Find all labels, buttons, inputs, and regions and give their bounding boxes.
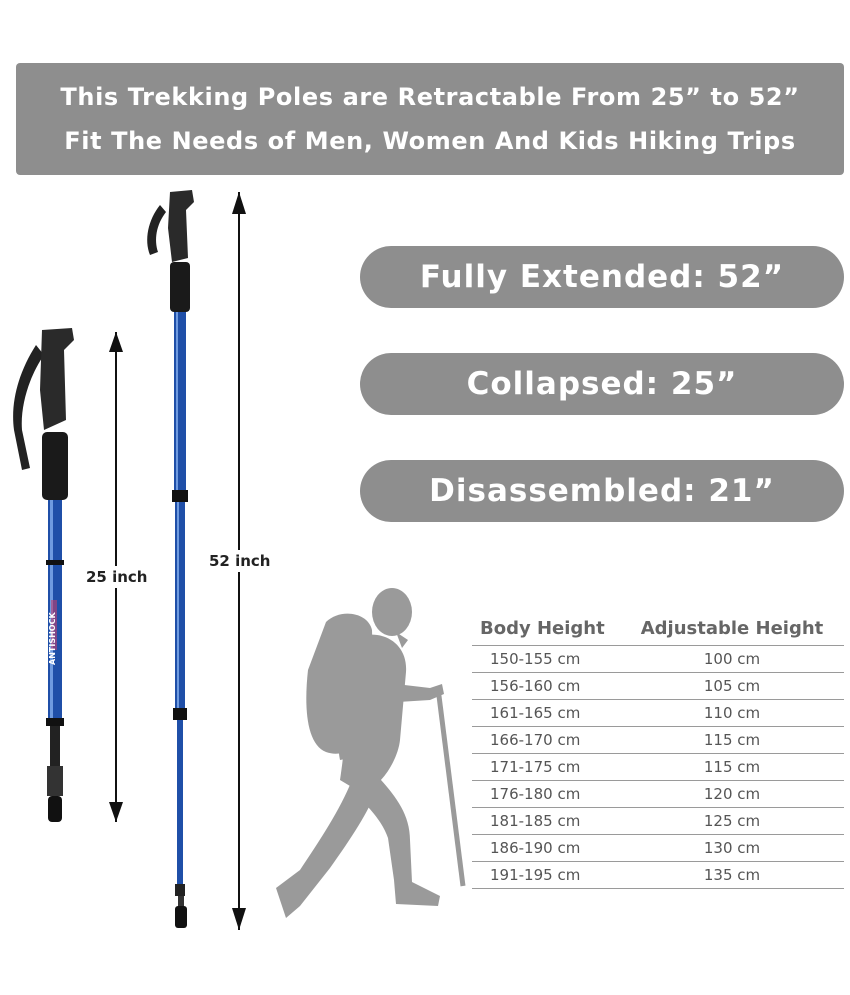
header-adjustable-height: Adjustable Height	[640, 618, 824, 639]
table-row	[472, 646, 844, 673]
disassembled-badge: Disassembled: 21”	[360, 460, 844, 522]
body-height-cell: 181-185 cm	[490, 812, 581, 830]
extended-pole	[147, 190, 194, 928]
collapsed-pole	[13, 328, 74, 822]
table-row	[472, 808, 844, 835]
extended-dimension-label: 52 inch	[209, 552, 271, 570]
adjustable-height-cell: 100 cm	[703, 650, 761, 668]
body-height-cell: 150-155 cm	[490, 650, 581, 668]
body-height-cell: 166-170 cm	[490, 731, 581, 749]
pole-brand-text: ANTISHOCK	[48, 612, 57, 665]
adjustable-height-cell: 115 cm	[703, 731, 761, 749]
table-row	[472, 781, 844, 808]
body-height-cell: 161-165 cm	[490, 704, 581, 722]
table-row	[472, 700, 844, 727]
table-row	[472, 862, 844, 889]
adjustable-height-cell: 105 cm	[703, 677, 761, 695]
table-header-row	[472, 612, 844, 646]
body-height-cell: 191-195 cm	[490, 866, 581, 884]
fully-extended-badge: Fully Extended: 52”	[360, 246, 844, 308]
hiker-pole	[438, 688, 463, 886]
collapsed-dimension-label: 25 inch	[86, 568, 148, 586]
body-height-cell: 171-175 cm	[490, 758, 581, 776]
body-height-cell: 156-160 cm	[490, 677, 581, 695]
adjustable-height-cell: 120 cm	[703, 785, 761, 803]
adjustable-height-cell: 130 cm	[703, 839, 761, 857]
body-height-cell: 176-180 cm	[490, 785, 581, 803]
adjustable-height-cell: 110 cm	[703, 704, 761, 722]
adjustable-height-cell: 115 cm	[703, 758, 761, 776]
table-row	[472, 754, 844, 781]
header-body-height: Body Height	[480, 618, 605, 639]
adjustable-height-cell: 135 cm	[703, 866, 761, 884]
body-height-cell: 186-190 cm	[490, 839, 581, 857]
table-row	[472, 835, 844, 862]
banner-line-2: Fit The Needs of Men, Women And Kids Hiking Trips	[64, 127, 796, 155]
table-row	[472, 727, 844, 754]
adjustable-height-cell: 125 cm	[703, 812, 761, 830]
table-row	[472, 673, 844, 700]
banner-line-1: This Trekking Poles are Retractable From 25” to 52”	[60, 83, 800, 111]
collapsed-badge: Collapsed: 25”	[360, 353, 844, 415]
hiker-silhouette	[276, 588, 444, 918]
height-size-table	[472, 612, 844, 889]
